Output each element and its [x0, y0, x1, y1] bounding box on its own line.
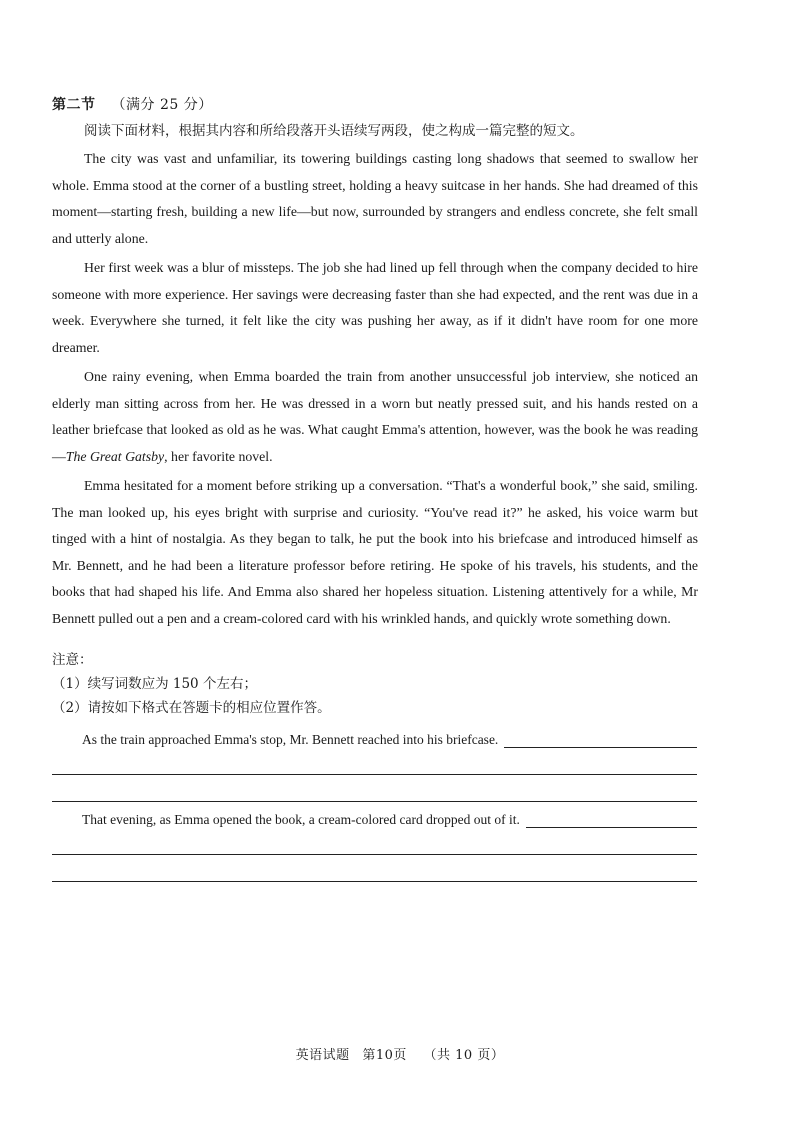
book-title: The Great Gatsby [65, 448, 165, 464]
passage-paragraph-1: The city was vast and unfamiliar, its towering buildings casting long shadows that seemed to swallow her whole. Emma stood at the corner of a bustling street, holding a heavy suitcase in her hands. She had dreamed of this moment—starting fresh, building a new life—but now, surrounded by strangers and endless concrete, she felt small and utterly alone. [52, 151, 698, 246]
notes-heading: 注意： [52, 652, 93, 668]
answer-prompt-2: That evening, as Emma opened the book, a cream-colored card dropped out of it. [82, 812, 520, 827]
footer-page-total: （共 10 页） [423, 1048, 505, 1063]
answer-line[interactable] [52, 855, 697, 882]
answer-line[interactable] [52, 828, 697, 855]
answer-block-1 [52, 724, 697, 802]
section-title: 第二节 [52, 97, 96, 113]
answer-block-2 [52, 804, 697, 882]
section-heading [52, 94, 213, 114]
page-footer [0, 1044, 800, 1063]
footer-subject: 英语试题 [295, 1048, 350, 1063]
notes-item-format: （2）请按如下格式在答题卡的相应位置作答。 [52, 700, 331, 716]
answer-fill-line-2[interactable] [526, 811, 697, 828]
paragraph-3-text: One rainy evening, when Emma boarded the train from another unsuccessful job interview, she noticed an elderly man sitting across from her. He was dressed in a worn but neatly pressed suit, and his hands rested on a leather briefcase that looked as old as he was. What caught Emma's attention, however, was the book he was reading— [52, 369, 698, 464]
passage-paragraph-3 [52, 364, 698, 470]
answer-prompt-1: As the train approached Emma's stop, Mr. Bennett reached into his briefcase. [82, 732, 499, 747]
answer-prompt-row-2 [52, 804, 697, 828]
passage-paragraph-4: Emma hesitated for a moment before striking up a conversation. “That's a wonderful book,” she said, smiling. The man looked up, his eyes bright with surprise and curiosity. “You've read it?” he asked, his voice warm but tinged with a hint of nostalgia. As they began to talk, he put the book into his briefcase and introduced himself as Mr. Bennett, and he had been a literature professor before retiring. He spoke of his travels, his students, and the books that had shaped his life. And Emma also shared her hopeless situation. Listening attentively for a while, Mr Bennett pulled out a pen and a cream-colored card with his wrinkled hands, and quickly wrote something down. [52, 478, 698, 626]
section-score: （满分 25 分） [111, 97, 213, 113]
notes-section [52, 648, 702, 720]
footer-page-number: 第10页 [362, 1048, 407, 1063]
answer-line[interactable] [52, 748, 697, 775]
notes-item-word-count: （1）续写词数应为 150 个左右； [52, 676, 257, 692]
answer-fill-line-1[interactable] [504, 731, 697, 748]
passage-paragraph-2: Her first week was a blur of missteps. The job she had lined up fell through when the company decided to hire someone with more experience. Her savings were decreasing faster than she had expected, and the rent was due in a week. Everywhere she turned, it felt like the city was pushing her away, as if it didn't have room for one more dreamer. [52, 260, 698, 355]
answer-line[interactable] [52, 775, 697, 802]
story-passage [52, 146, 698, 635]
paragraph-3-tail: , her favorite novel. [164, 448, 273, 464]
task-instruction: 阅读下面材料，根据其内容和所给段落开头语续写两段，使之构成一篇完整的短文。 [84, 123, 584, 139]
answer-prompt-row-1 [52, 724, 697, 748]
